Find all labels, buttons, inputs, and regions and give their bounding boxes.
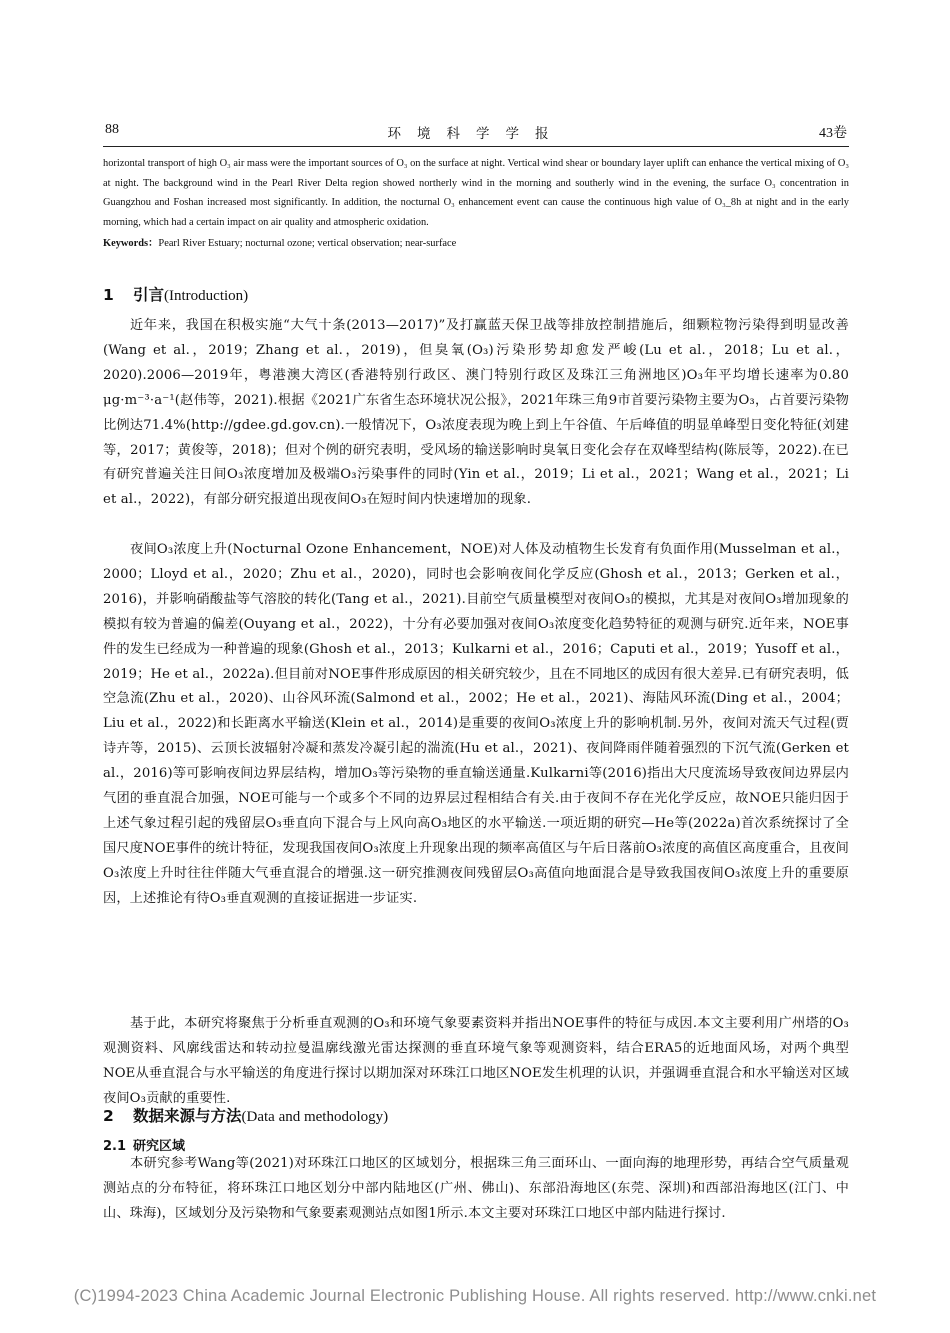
running-header: [103, 118, 849, 142]
subsection-title: 研究区域: [133, 1139, 186, 1154]
page-number: 88: [105, 122, 119, 137]
section-number: 2: [103, 1107, 114, 1125]
section-1-heading: [103, 283, 248, 305]
intro-paragraph-1: 近年来，我国在积极实施“大气十条(2013—2017)”及打赢蓝天保卫战等排放控制措施后，细颗粒物污染得到明显改善(Wang et al.，2019；Zhang et al.，2019)，但臭氧(O₃)污染形势却愈发严峻(Lu et al.，2018；Lu et al.，2020).2006—2019年，粤港澳大湾区(香港特别行政区、澳门特别行政区及珠江三角洲地区)O₃年平均增长速率为0.80 μg·m⁻³·a⁻¹(赵伟等，2021).根据《2021广东省生态环境状况公报》，2021年珠三角9市首要污染物主要为O₃，占首要污染物比例达71.4%(http://gdee.gd.gov.cn).一般情况下，O₃浓度表现为晚上到上午谷值、午后峰值的明显单峰型日变化特征(刘建等，2017；黄俊等，2018)；但对个例的研究表明，受风场的输送影响时臭氧日变化会存在双峰型结构(陈辰等，2022).在已有研究普遍关注日间O₃浓度增加及极端O₃污染事件的同时(Yin et al.，2019；Li et al.，2021；Wang et al.，2021；Li et al.，2022)，有部分研究报道出现夜间O₃在短时间内快速增加的现象.: [103, 318, 849, 508]
keywords: [103, 234, 849, 253]
journal-title: 环境科学学报: [387, 126, 565, 141]
section-2-heading: [103, 1104, 388, 1126]
section-title: 引言: [133, 286, 165, 304]
section-title-en: (Data and methodology): [241, 1109, 389, 1125]
header-divider: [103, 146, 849, 147]
keywords-text: Pearl River Estuary; nocturnal ozone; vertical observation; near-surface: [158, 238, 457, 249]
intro-paragraph-2: 夜间O₃浓度上升(Nocturnal Ozone Enhancement，NOE)对人体及动植物生长发育有负面作用(Musselman et al.，2000；Lloyd et al.，2020；Zhu et al.，2020)，同时也会影响夜间化学反应(Ghosh et al.，2013；Gerken et al.，2016)，并影响硝酸盐等气溶胶的转化(Tang et al.，2021).目前空气质量模型对夜间O₃的模拟，尤其是对夜间O₃增加现象的模拟有较为普遍的偏差(Ouyang et al.，2022)，十分有必要加强对夜间O₃浓度变化趋势特征的观测与研究.近年来，NOE事件的发生已经成为一种普遍的现象(Ghosh et al.，2013；Kulkarni et al.，2016；Caputi et al.，2019；Yusoff et al.，2019；He et al.，2022a).但目前对NOE事件形成原因的相关研究较少，且在不同地区的成因有很大差异.已有研究表明，低空急流(Zhu et al.，2020)、山谷风环流(Salmond et al.，2002；He et al.，2021)、海陆风环流(Ding et al.，2004；Liu et al.，2022)和长距离水平输送(Klein et al.，2014)是重要的夜间O₃浓度上升的影响机制.另外，夜间对流天气过程(贾诗卉等，2015)、云顶长波辐射冷凝和蒸发冷凝引起的湍流(Hu et al.，2021)、夜间降雨伴随着强烈的下沉气流(Gerken et al.，2016)等可影响夜间边界层结构，增加O₃等污染物的垂直输送通量.Kulkarni等(2016)指出大尺度流场导致夜间边界层内气团的垂直混合加强，NOE可能与一个或多个不同的边界层过程相结合有关.由于夜间不存在光化学反应，故NOE只能归因于上述气象过程引起的残留层O₃垂直向下混合与上风向高O₃地区的水平输送.一项近期的研究—He等(2022a)首次系统探讨了全国尺度NOE事件的统计特征，发现我国夜间O₃浓度上升现象出现的频率高值区与午后日落前O₃浓度的高值区高度重合，且夜间O₃浓度上升时往往伴随大气垂直混合的增强.这一研究推测夜间残留层O₃高值向地面混合是导致我国夜间O₃浓度上升的重要原因，上述推论有待O₃垂直观测的直接证据进一步证实.: [103, 542, 849, 906]
study-area-paragraph: 本研究参考Wang等(2021)对环珠江口地区的区域划分，根据珠三角三面环山、一面向海的地理形势，再结合空气质量观测站点的分布特征，将环珠江口地区划分中部内陆地区(广州、佛山)、东部沿海地区(东莞、深圳)和西部沿海地区(江门、中山、珠海)，区域划分及污染物和气象要素观测站点如图1所示.本文主要对环珠江口地区中部内陆进行探讨.: [103, 1156, 849, 1221]
section-title: 数据来源与方法: [133, 1107, 242, 1125]
section-number: 1: [103, 286, 114, 304]
copyright-footer: (C)1994-2023 China Academic Journal Electronic Publishing House. All rights reserved. http://www.cnki.net: [73, 1287, 877, 1305]
section-title-en: (Introduction): [164, 288, 249, 304]
abstract-tail: horizontal transport of high O₃ air mass were the important sources of O₃ on the surface at night. Vertical wind shear or boundary layer uplift can enhance the vertical mixing of O₃ at night. The background wind in the Pearl River Delta region showed northerly wind in the morning and southerly wind in the evening, the surface O₃ concentration in Guangzhou and Foshan increased most significantly. In addition, the nocturnal O₃ enhancement event can cause the continuous high value of O₃_8h at night and in the early morning, which had a certain impact on air quality and atmospheric oxidation.: [103, 158, 849, 228]
volume-label: 43卷: [819, 126, 847, 141]
subsection-number: 2.1: [103, 1139, 127, 1154]
keywords-label: Keywords：: [103, 238, 159, 249]
intro-paragraph-3: 基于此，本研究将聚焦于分析垂直观测的O₃和环境气象要素资料并指出NOE事件的特征与成因.本文主要利用广州塔的O₃观测资料、风廓线雷达和转动拉曼温廓线激光雷达探测的垂直环境气象等观测资料，结合ERA5的近地面风场，对两个典型NOE从垂直混合与水平输送的角度进行探讨以期加深对环珠江口地区NOE发生机理的认识，并强调垂直混合和水平输送对区域夜间O₃贡献的重要性.: [103, 1016, 849, 1106]
